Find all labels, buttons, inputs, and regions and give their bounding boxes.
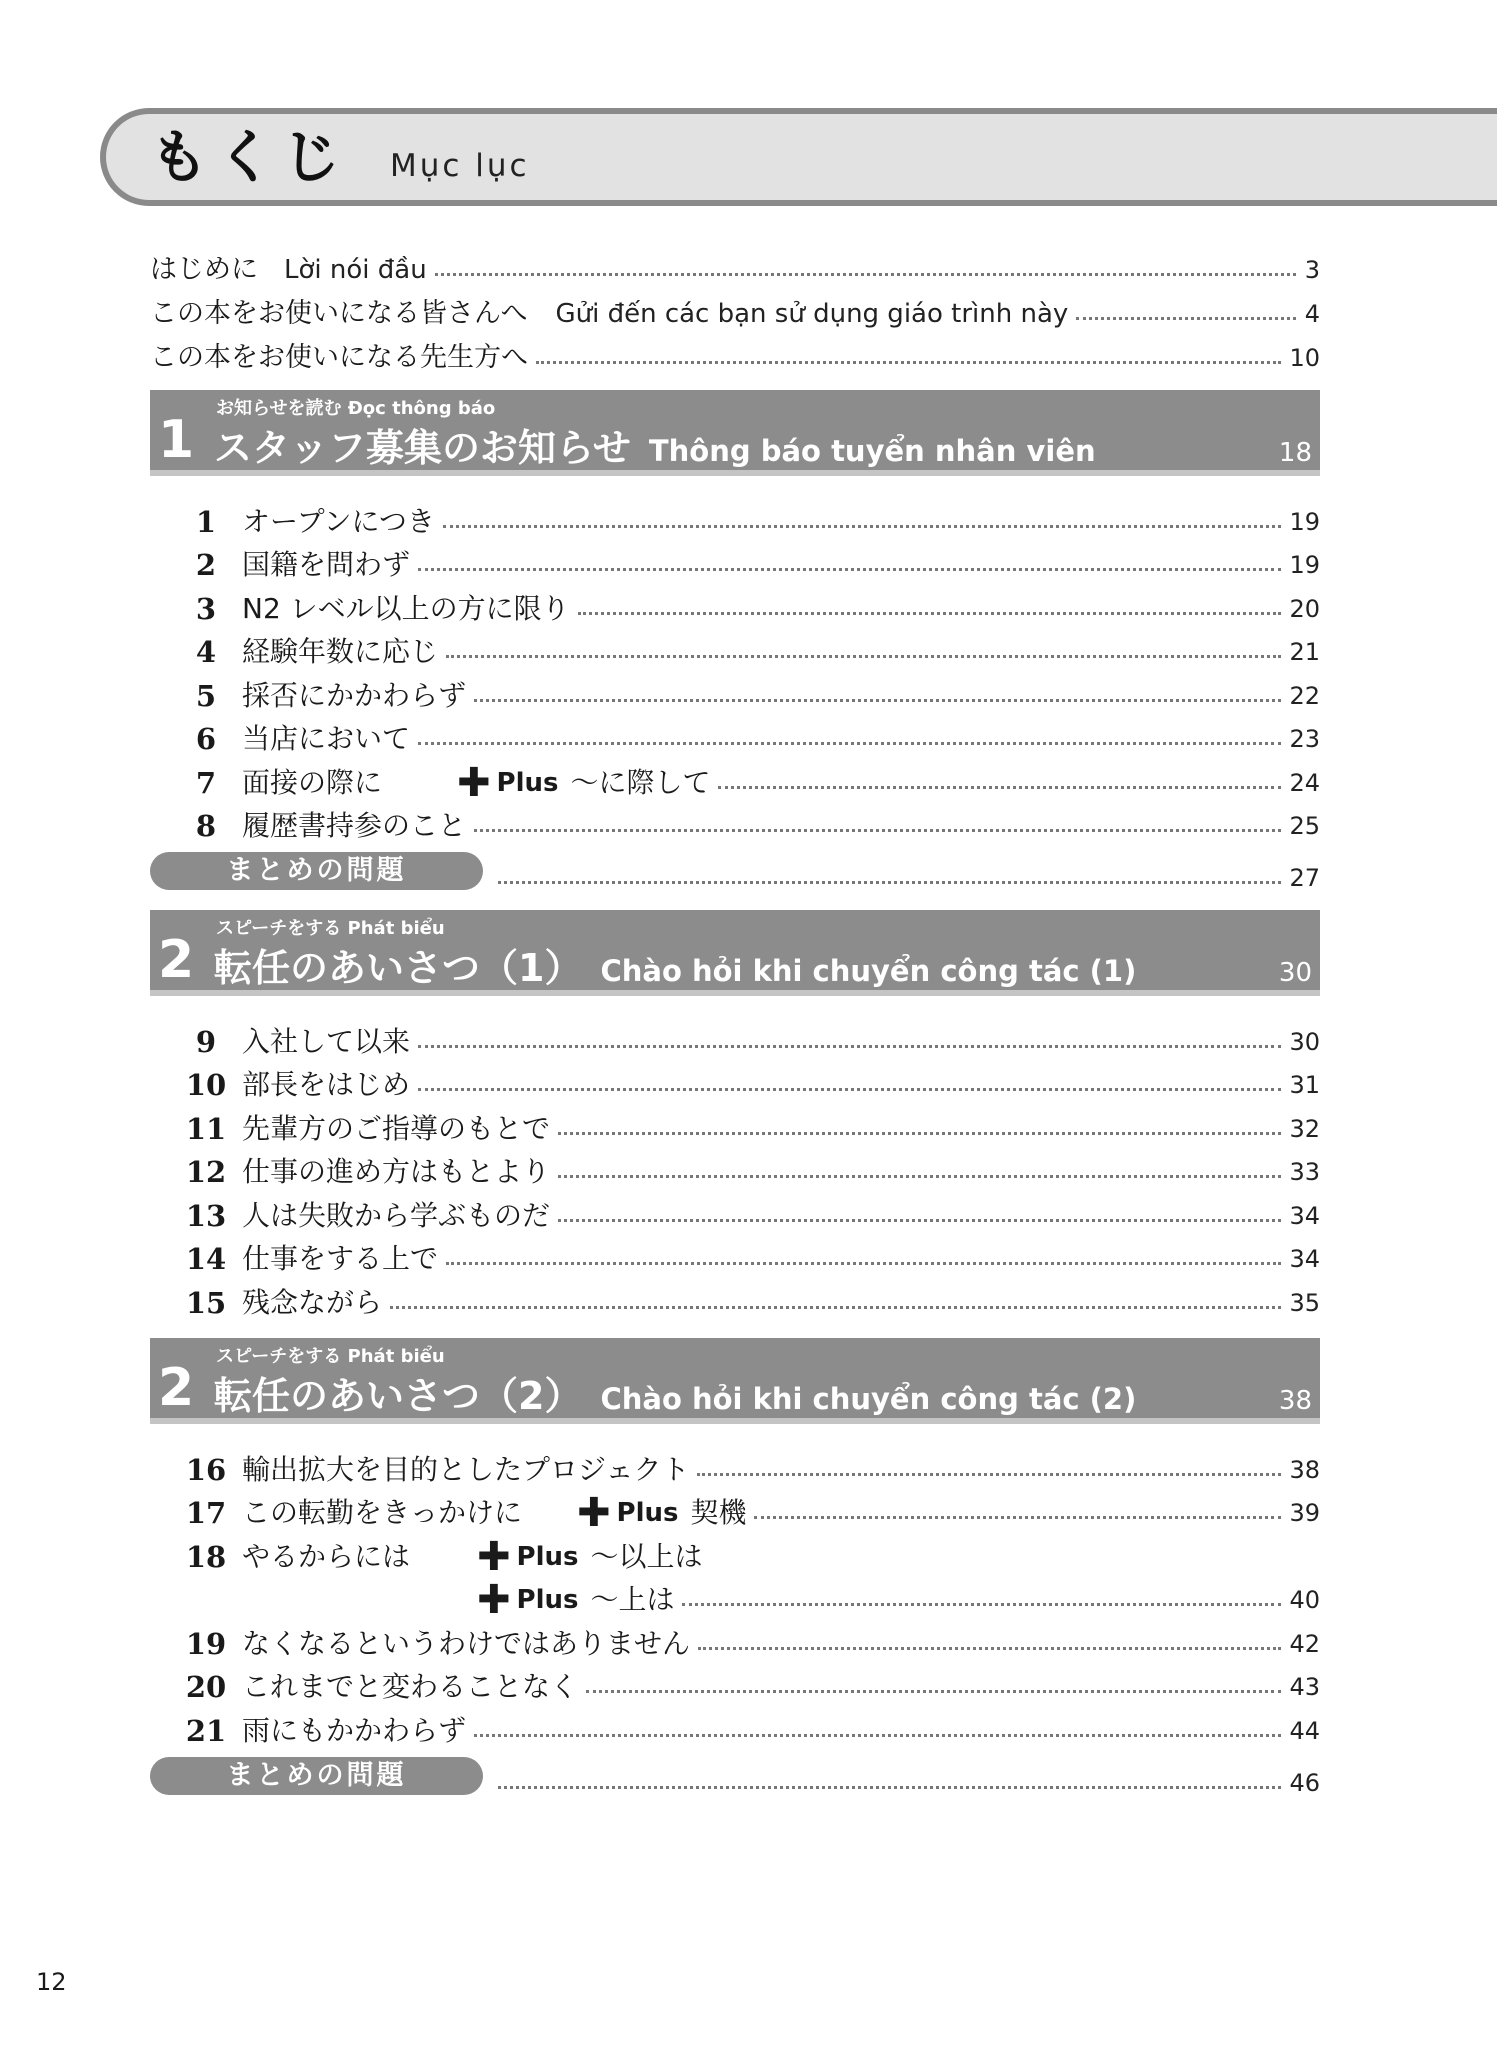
lesson-row[interactable] (180, 1061, 1320, 1101)
lesson-row[interactable] (180, 1018, 1320, 1058)
page-number: 12 (36, 1968, 67, 1996)
lesson-row[interactable] (180, 585, 1320, 625)
lesson-number: 21 (185, 1714, 227, 1748)
lesson-number: 20 (185, 1670, 227, 1704)
leader-dots (446, 655, 1281, 658)
lesson-number: 17 (185, 1496, 227, 1530)
lesson-page: 39 (1289, 1499, 1320, 1527)
lesson-number: 8 (195, 809, 217, 843)
chapter-number: 2 (158, 1358, 195, 1418)
lesson-row[interactable] (180, 1192, 1320, 1232)
chapter-title-jp: スタッフ募集のお知らせ (214, 426, 631, 470)
plus-text: ～上は (590, 1583, 675, 1616)
lesson-title: 残念ながら (242, 1286, 383, 1319)
lesson-title: 履歴書持参のこと (242, 809, 467, 842)
lesson-number: 11 (185, 1112, 227, 1146)
lesson-page: 34 (1289, 1245, 1320, 1273)
plus-label: Plus (516, 1542, 579, 1572)
chapter-page: 18 (1278, 438, 1312, 468)
chapter-category: お知らせを読む Đọc thông báo (216, 398, 496, 419)
lesson-page: 22 (1289, 682, 1320, 710)
lesson-row[interactable] (180, 1279, 1320, 1319)
lesson-page: 31 (1289, 1071, 1320, 1099)
toc-row-intro[interactable] (150, 246, 1320, 286)
lesson-row[interactable] (180, 541, 1320, 581)
lesson-row[interactable] (180, 628, 1320, 668)
lesson-number: 15 (185, 1286, 227, 1320)
plus-text: ～以上は (590, 1540, 703, 1573)
lesson-title: なくなるというわけではありません (242, 1627, 691, 1660)
lesson-page: 25 (1289, 812, 1320, 840)
lesson-row[interactable] (180, 1576, 1320, 1623)
lesson-page: 19 (1289, 551, 1320, 579)
lesson-row[interactable] (180, 1489, 1320, 1536)
chapter-page: 38 (1278, 1386, 1312, 1416)
leader-dots (697, 1473, 1281, 1476)
row-title-jp: この本をお使いになる先生方へ (150, 342, 528, 373)
lesson-page: 33 (1289, 1158, 1320, 1186)
leader-dots (435, 273, 1296, 276)
lesson-number: 3 (195, 592, 217, 626)
lesson-row[interactable] (180, 1533, 1320, 1580)
lesson-number: 1 (195, 505, 217, 539)
lesson-row[interactable] (180, 1148, 1320, 1188)
chapter-bar[interactable] (150, 910, 1320, 996)
lesson-number: 18 (185, 1540, 227, 1574)
lesson-page: 40 (1289, 1586, 1320, 1614)
chapter-title-vi: Thông báo tuyển nhân viên (648, 434, 1096, 468)
plus-note (457, 760, 711, 806)
lesson-page: 38 (1289, 1456, 1320, 1484)
chapter-bar[interactable] (150, 390, 1320, 476)
row-page: 10 (1289, 344, 1320, 372)
lesson-row[interactable] (180, 1620, 1320, 1660)
leader-dots (536, 361, 1281, 364)
chapter-category: スピーチをする Phát biểu (216, 1346, 445, 1367)
leader-dots (578, 612, 1282, 615)
lesson-title: 採否にかかわらず (242, 679, 467, 712)
lesson-row[interactable] (180, 1446, 1320, 1486)
lesson-page: 35 (1289, 1289, 1320, 1317)
leader-dots (498, 881, 1281, 884)
leader-dots (446, 1262, 1281, 1265)
plus-label: Plus (496, 768, 559, 798)
lesson-page: 34 (1289, 1202, 1320, 1230)
lesson-number: 4 (195, 635, 217, 669)
summary-row (490, 1759, 1320, 1799)
chapter-number: 1 (158, 410, 195, 470)
row-title-jp: この本をお使いになる皆さんへ (150, 298, 528, 329)
lesson-number: 2 (195, 548, 217, 582)
leader-dots (418, 742, 1281, 745)
lesson-title: N2 レベル以上の方に限り (242, 592, 570, 625)
lesson-row[interactable] (180, 1663, 1320, 1703)
lesson-title: これまでと変わることなく (242, 1670, 579, 1703)
leader-dots (558, 1132, 1281, 1135)
plus-cross-icon: ✚ (457, 760, 491, 806)
lesson-title: 雨にもかかわらず (242, 1714, 467, 1747)
lesson-row[interactable] (180, 802, 1320, 842)
lesson-number: 19 (185, 1627, 227, 1661)
toc-row-intro[interactable] (150, 334, 1320, 374)
lesson-page: 32 (1289, 1115, 1320, 1143)
row-page: 4 (1304, 300, 1320, 328)
lesson-number: 7 (195, 766, 217, 800)
lesson-number: 6 (195, 722, 217, 756)
summary-pill[interactable]: まとめの問題 (150, 1757, 483, 1795)
row-page: 3 (1304, 256, 1320, 284)
leader-dots (390, 1306, 1281, 1309)
lesson-number: 14 (185, 1242, 227, 1276)
leader-dots (474, 699, 1281, 702)
lesson-title: 人は失敗から学ぶものだ (242, 1199, 551, 1232)
lesson-title: 当店において (242, 722, 411, 755)
summary-pill[interactable]: まとめの問題 (150, 852, 483, 890)
chapter-number: 2 (158, 930, 195, 990)
lesson-title: 輸出拡大を目的としたプロジェクト (242, 1453, 690, 1486)
leader-dots (558, 1175, 1281, 1178)
lesson-page: 21 (1289, 638, 1320, 666)
lesson-title: 仕事の進め方はもとより (242, 1155, 551, 1188)
lesson-title: 経験年数に応じ (242, 635, 439, 668)
row-title-vi: Lời nói đầu (284, 255, 427, 285)
leader-dots (682, 1603, 1281, 1606)
lesson-number: 12 (185, 1155, 227, 1189)
plus-text: 契機 (690, 1496, 747, 1529)
lesson-title: 仕事をする上で (242, 1242, 439, 1275)
leader-dots (718, 786, 1281, 789)
leader-dots (498, 1786, 1281, 1789)
lesson-page: 30 (1289, 1028, 1320, 1056)
lesson-row[interactable] (180, 1235, 1320, 1275)
chapter-title-vi: Chào hỏi khi chuyển công tác (2) (600, 1382, 1137, 1416)
lesson-page: 20 (1289, 595, 1320, 623)
leader-dots (418, 1045, 1281, 1048)
plus-text: ～に際して (570, 766, 711, 799)
summary-page: 27 (1289, 864, 1320, 892)
lesson-title: やるからには (242, 1540, 411, 1573)
chapter-title-jp: 転任のあいさつ（2） (214, 1374, 583, 1418)
lesson-number: 10 (185, 1068, 227, 1102)
chapter-title (214, 426, 1096, 473)
toc-row-intro[interactable] (150, 290, 1320, 330)
leader-dots (474, 1734, 1281, 1737)
leader-dots (443, 525, 1282, 528)
row-title-jp: はじめに (150, 254, 258, 285)
chapter-category: スピーチをする Phát biểu (216, 918, 445, 939)
chapter-title (214, 946, 1136, 993)
toc-title-jp: もくじ (150, 123, 349, 191)
lesson-title: 入社して以来 (242, 1025, 411, 1058)
lesson-title: 部長をはじめ (242, 1068, 411, 1101)
lesson-title: オープンにつき (242, 505, 435, 538)
leader-dots (1076, 317, 1296, 320)
plus-note (577, 1490, 747, 1536)
toc-title-vi: Mục lục (390, 148, 530, 184)
lesson-row[interactable] (180, 1707, 1320, 1747)
plus-cross-icon: ✚ (477, 1534, 511, 1580)
lesson-row[interactable] (180, 715, 1320, 755)
plus-cross-icon: ✚ (577, 1490, 611, 1536)
chapter-page: 30 (1278, 958, 1312, 988)
lesson-page: 19 (1289, 508, 1320, 536)
lesson-page: 43 (1289, 1673, 1320, 1701)
leader-dots (474, 829, 1281, 832)
summary-row (490, 854, 1320, 894)
lesson-number: 9 (195, 1025, 217, 1059)
lesson-title: 国籍を問わず (242, 548, 411, 581)
lesson-number: 5 (195, 679, 217, 713)
lesson-title: 面接の際に (242, 766, 383, 799)
lesson-page: 42 (1289, 1630, 1320, 1658)
lesson-title: この転勤をきっかけに (242, 1496, 523, 1529)
lesson-number: 13 (185, 1199, 227, 1233)
leader-dots (418, 568, 1281, 571)
plus-label: Plus (616, 1498, 679, 1528)
chapter-bar[interactable] (150, 1338, 1320, 1424)
leader-dots (558, 1219, 1281, 1222)
lesson-row[interactable] (180, 498, 1320, 538)
plus-note (477, 1577, 675, 1623)
summary-page: 46 (1289, 1769, 1320, 1797)
chapter-title (214, 1374, 1136, 1421)
leader-dots (698, 1647, 1281, 1650)
chapter-title-vi: Chào hỏi khi chuyển công tác (1) (600, 954, 1137, 988)
lesson-row[interactable] (180, 672, 1320, 712)
lesson-row[interactable] (180, 1105, 1320, 1145)
plus-label: Plus (516, 1585, 579, 1615)
lesson-page: 23 (1289, 725, 1320, 753)
row-title-vi: Gửi đến các bạn sử dụng giáo trình này (555, 299, 1069, 329)
lesson-title: 先輩方のご指導のもとで (242, 1112, 551, 1145)
lesson-row[interactable] (180, 759, 1320, 806)
plus-note (477, 1534, 703, 1580)
plus-cross-icon: ✚ (477, 1577, 511, 1623)
lesson-page: 24 (1289, 769, 1320, 797)
lesson-number: 16 (185, 1453, 227, 1487)
chapter-title-jp: 転任のあいさつ（1） (214, 946, 583, 990)
leader-dots (586, 1690, 1281, 1693)
lesson-page: 44 (1289, 1717, 1320, 1745)
leader-dots (754, 1516, 1281, 1519)
leader-dots (418, 1088, 1281, 1091)
